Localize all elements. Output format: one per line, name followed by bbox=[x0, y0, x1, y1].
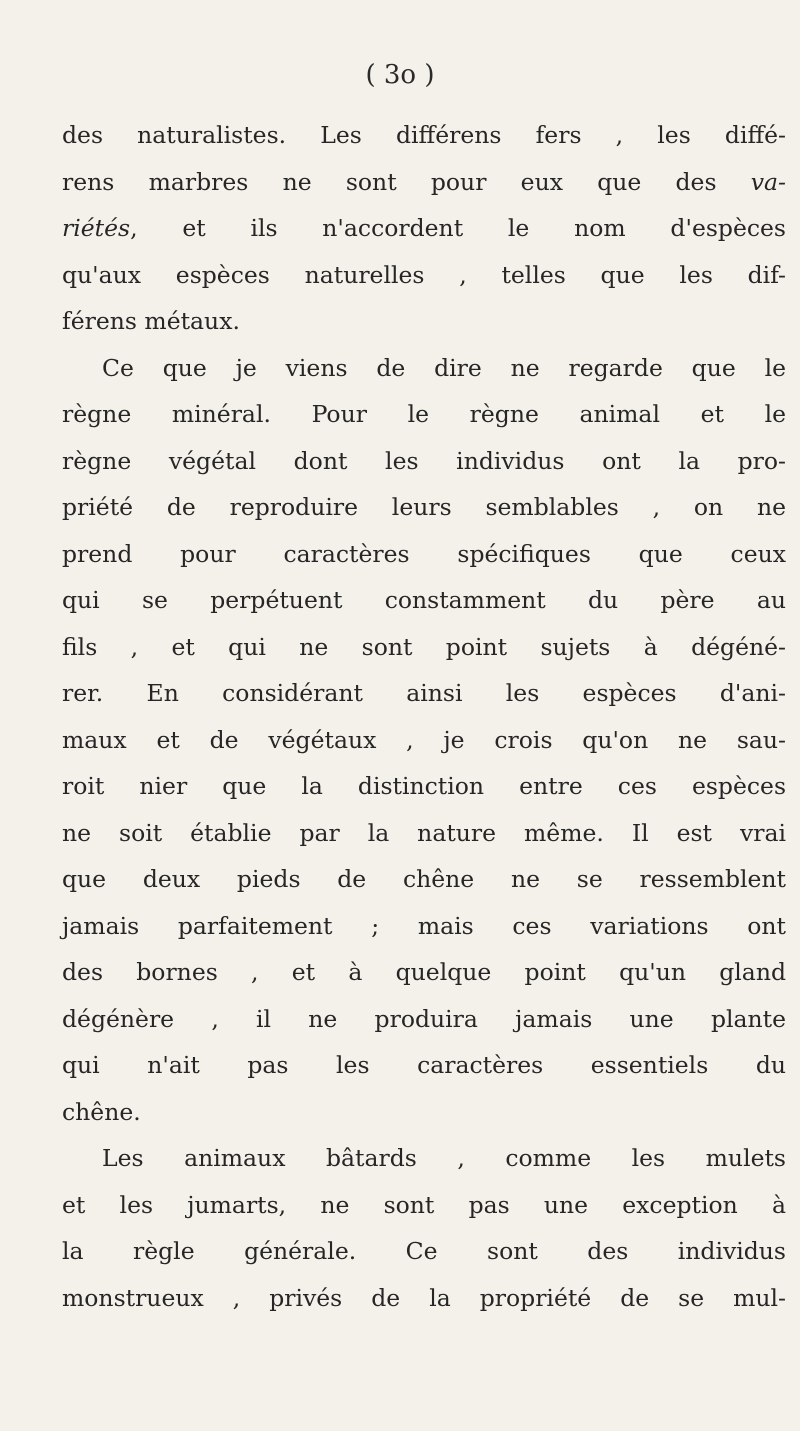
text-line-11: qui se perpétuent constamment du père au bbox=[62, 586, 786, 614]
text-line-22: chêne. bbox=[62, 1097, 141, 1126]
text-line-23: Les animaux bâtards , comme les mulets bbox=[102, 1144, 786, 1172]
text-line-13: rer. En considérant ainsi les espèces d'ani- bbox=[62, 679, 786, 707]
page-number: ( 3o ) bbox=[365, 60, 435, 90]
italic-word-rietes: riétés bbox=[62, 214, 131, 242]
text-line-26: monstrueux , privés de la propriété de se mul- bbox=[62, 1283, 786, 1312]
text-line-15: roit nier que la distinction entre ces espèces bbox=[62, 772, 786, 800]
text-line-1: des naturalistes. Les différens fers , les diffé- bbox=[62, 121, 786, 149]
text-line-4: qu'aux espèces naturelles , telles que les dif- bbox=[62, 260, 786, 289]
text-line-10: prend pour caractères spécifiques que ceux bbox=[62, 539, 786, 568]
text-line-2-roman: rens marbres ne sont pour eux que des bbox=[62, 167, 751, 196]
text-line-8: règne végétal dont les individus ont la pro- bbox=[62, 446, 786, 475]
text-line-21: qui n'ait pas les caractères essentiels du bbox=[62, 1051, 786, 1079]
text-line-6: Ce que je viens de dire ne regarde que le bbox=[102, 353, 786, 382]
text-line-14: maux et de végétaux , je crois qu'on ne sau- bbox=[62, 725, 786, 754]
text-line-3 bbox=[62, 205, 786, 252]
body-text bbox=[62, 112, 786, 1321]
text-line-9: priété de reproduire leurs semblables , on ne bbox=[62, 493, 786, 521]
text-line-3-roman: , et ils n'accordent le nom d'espèces bbox=[130, 214, 786, 242]
text-line-12: fils , et qui ne sont point sujets à dégéné- bbox=[62, 632, 786, 661]
text-line-20: dégénère , il ne produira jamais une plante bbox=[62, 1004, 786, 1033]
text-line-18: jamais parfaitement ; mais ces variations ont bbox=[62, 911, 786, 940]
text-line-25: la règle générale. Ce sont des individus bbox=[62, 1237, 786, 1265]
text-line-5: férens métaux. bbox=[62, 307, 240, 335]
text-line-17: que deux pieds de chêne ne se ressemblent bbox=[62, 865, 786, 893]
text-line-19: des bornes , et à quelque point qu'un gland bbox=[62, 958, 786, 986]
text-line-7: règne minéral. Pour le règne animal et le bbox=[62, 400, 786, 428]
text-line-2 bbox=[62, 159, 786, 206]
italic-word-va: va- bbox=[750, 167, 786, 196]
text-line-16: ne soit établie par la nature même. Il est vrai bbox=[62, 818, 786, 847]
text-line-24: et les jumarts, ne sont pas une exception à bbox=[62, 1190, 786, 1219]
